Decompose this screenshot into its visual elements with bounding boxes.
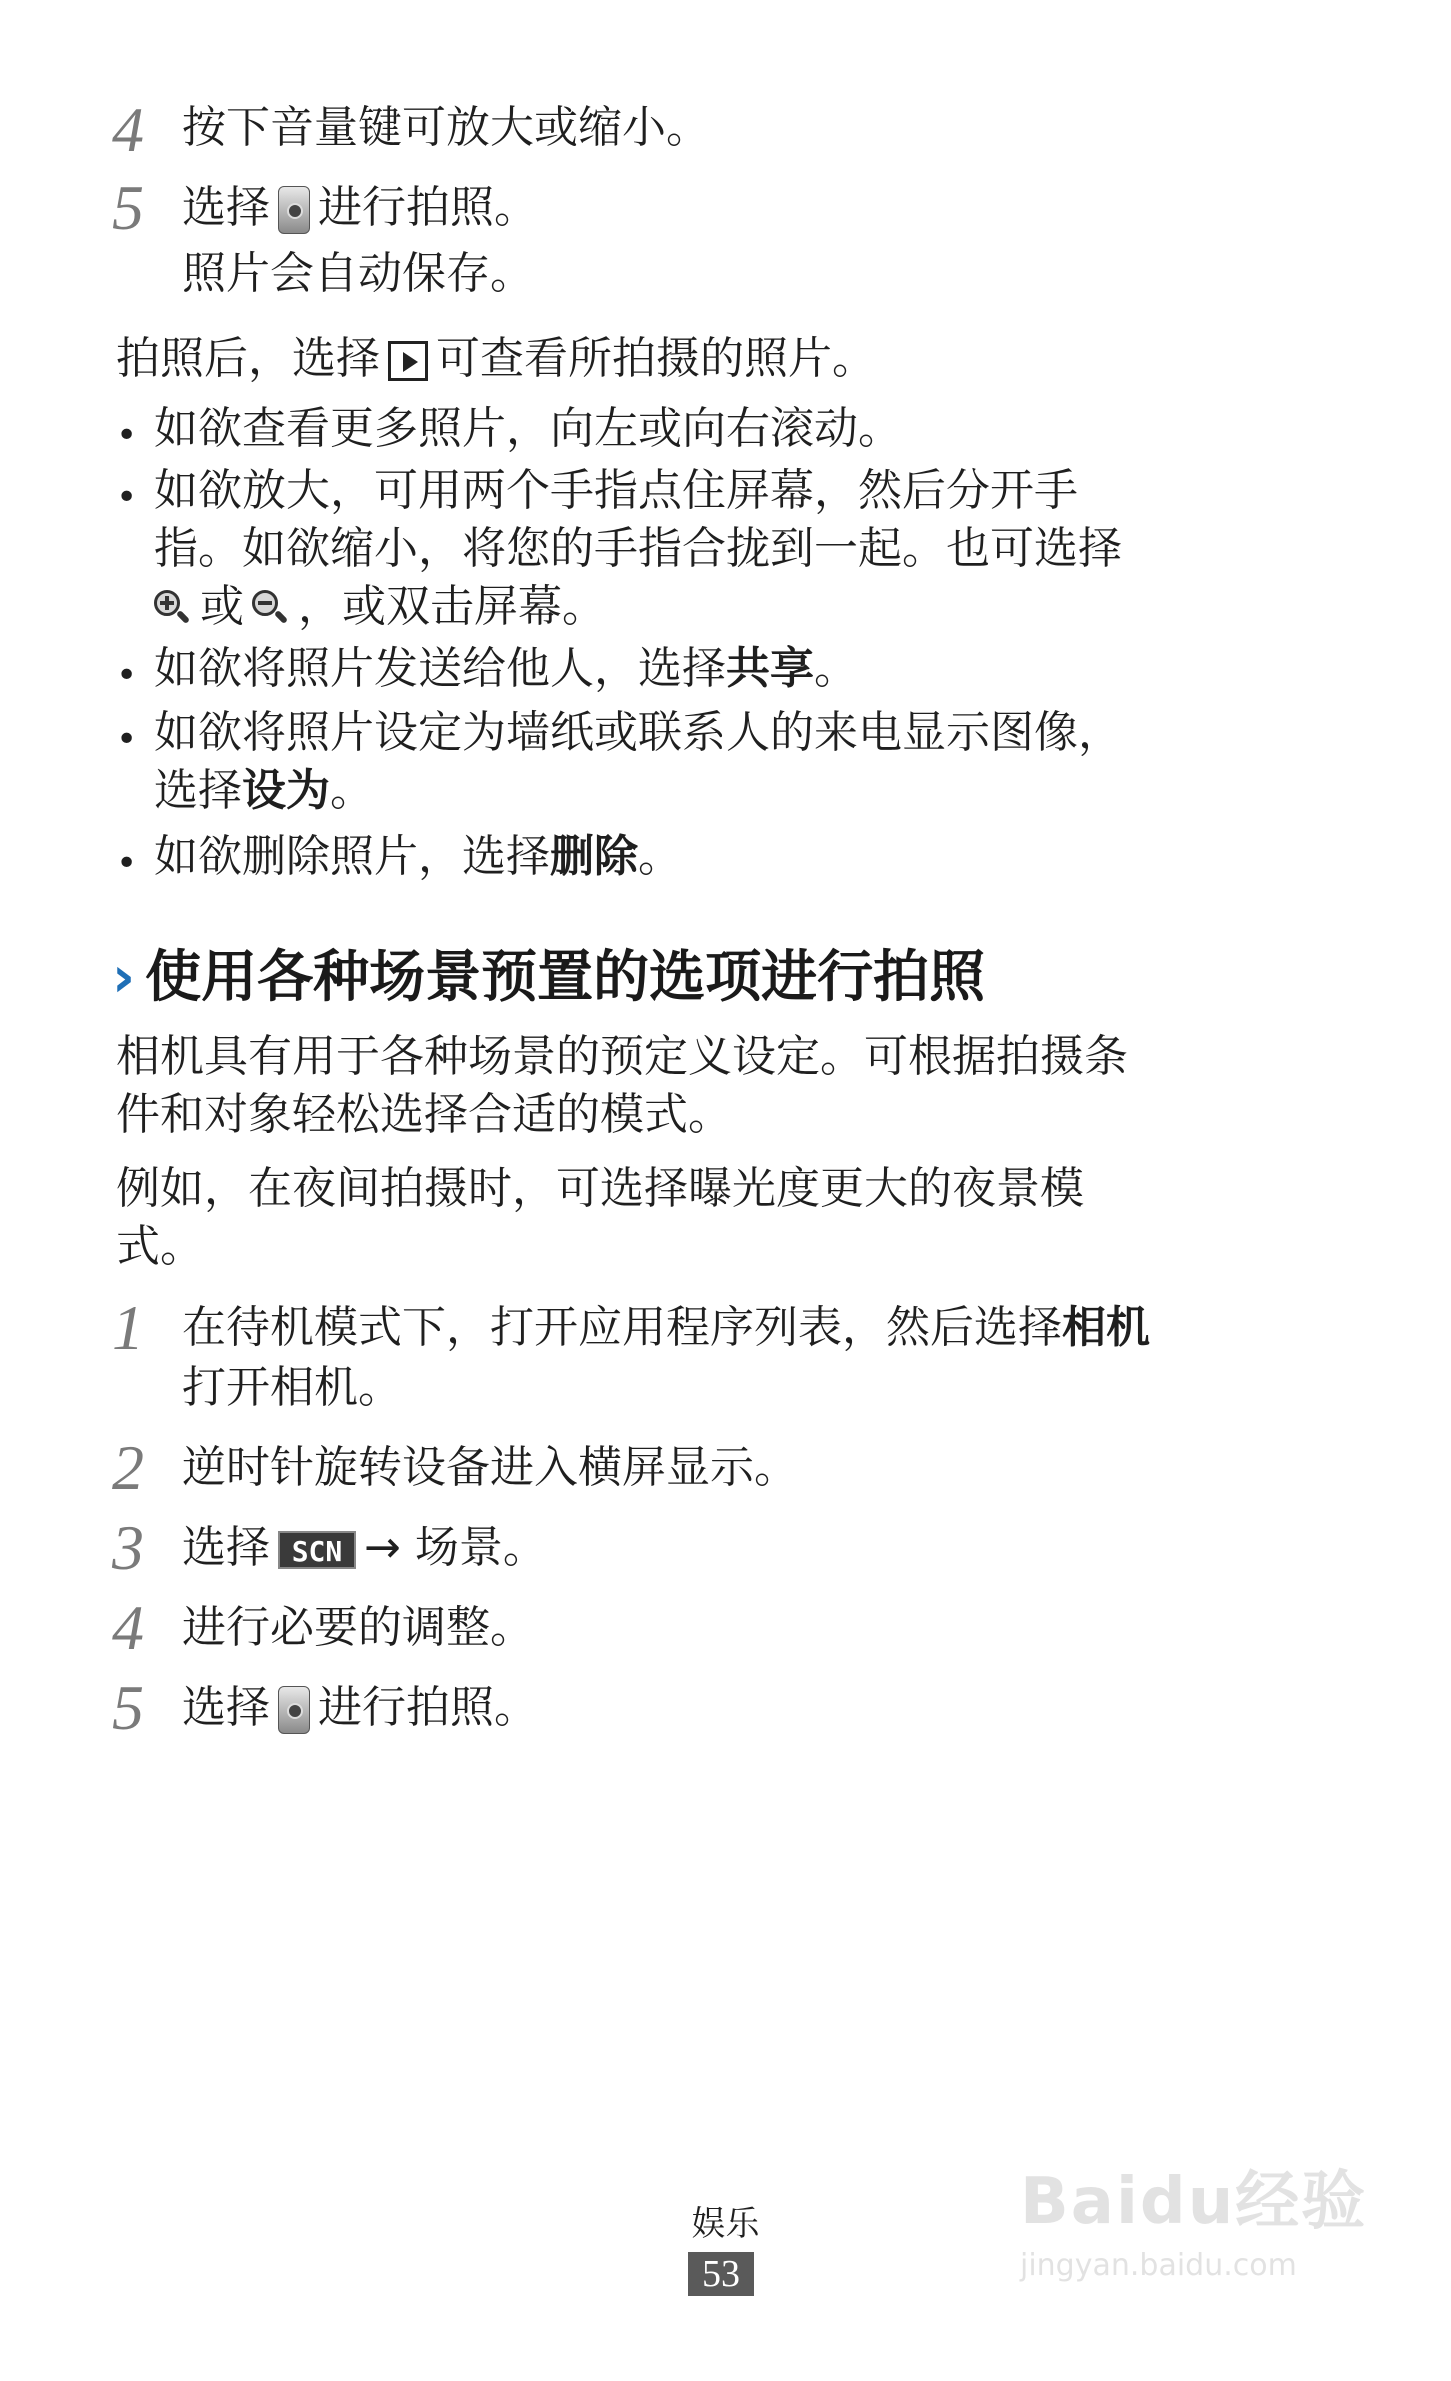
section-paragraph: 件和对象轻松选择合适的模式。: [116, 1089, 732, 1140]
step-number: 4: [112, 1592, 144, 1663]
step-text: [182, 1682, 538, 1735]
bullet-text: [154, 762, 374, 820]
step-number: 5: [112, 172, 144, 243]
share-label: 共享: [726, 643, 814, 694]
step-text-before: 选择: [182, 182, 270, 233]
step-text-before: 选择: [182, 1682, 270, 1733]
step-number: 5: [112, 1672, 144, 1743]
para-text-before: 拍照后，选择: [116, 333, 380, 384]
scene-mode-icon: SCN: [278, 1531, 356, 1569]
bullet-text-after: 。: [638, 831, 682, 882]
step-number: 1: [112, 1292, 144, 1363]
section-paragraph: 例如，在夜间拍摄时，可选择曝光度更大的夜景模: [116, 1163, 1084, 1214]
step-number: 2: [112, 1432, 144, 1503]
step-text-after: → 场景。: [364, 1522, 547, 1573]
bullet-text-after: 。: [814, 643, 858, 694]
bullet-dot: •: [116, 655, 138, 696]
camera-label: 相机: [1062, 1302, 1150, 1353]
page-number: 53: [688, 2252, 754, 2296]
bullet-text: [154, 578, 606, 636]
camera-shutter-icon: [278, 186, 310, 234]
bullet-text-before: 选择: [154, 765, 242, 816]
play-icon: [388, 341, 428, 381]
step-text: 打开相机。: [182, 1362, 402, 1413]
bullet-text-or: 或: [200, 581, 244, 632]
bullet-text: [154, 640, 858, 698]
step-text-after: 进行拍照。: [318, 1682, 538, 1733]
bullet-text: [154, 828, 682, 886]
bullet-text: 如欲查看更多照片，向左或向右滚动。: [154, 403, 902, 454]
para-text-after: 可查看所拍摄的照片。: [436, 333, 876, 384]
step-text: [182, 182, 538, 235]
watermark-logo: Baidu经验: [1020, 2165, 1368, 2239]
section-title: 使用各种场景预置的选项进行拍照: [145, 945, 986, 1010]
bullet-text-before: 如欲删除照片，选择: [154, 831, 550, 882]
section-heading: [112, 944, 985, 1011]
bullet-dot: •: [116, 477, 138, 518]
camera-shutter-icon: [278, 1686, 310, 1734]
step-number: 4: [112, 94, 144, 165]
section-paragraph: 相机具有用于各种场景的预定义设定。可根据拍摄条: [116, 1031, 1128, 1082]
baidu-watermark: [1020, 2150, 1380, 2350]
step-text-after: 进行拍照。: [318, 182, 538, 233]
watermark-url: jingyan.baidu.com: [1020, 2248, 1297, 2283]
step-text: 逆时针旋转设备进入横屏显示。: [182, 1442, 798, 1493]
zoom-in-icon: [154, 590, 192, 628]
bullet-dot: •: [116, 415, 138, 456]
step-text: 按下音量键可放大或缩小。: [182, 102, 710, 153]
step-text: 进行必要的调整。: [182, 1602, 534, 1653]
step-subtext: 照片会自动保存。: [182, 248, 534, 299]
bullet-text: 指。如欲缩小，将您的手指合拢到一起。也可选择: [154, 523, 1122, 574]
bullet-dot: •: [116, 719, 138, 760]
footer-section-label: 娱乐: [691, 2204, 760, 2244]
bullet-text: 如欲将照片设定为墙纸或联系人的来电显示图像，: [154, 707, 1122, 758]
step-text-before: 选择: [182, 1522, 270, 1573]
delete-label: 删除: [550, 831, 638, 882]
step-text-before: 在待机模式下，打开应用程序列表，然后选择: [182, 1302, 1062, 1353]
bullet-text: 如欲放大，可用两个手指点住屏幕，然后分开手: [154, 465, 1078, 516]
step-text: [182, 1302, 1150, 1355]
bullet-text-end: ，或双击屏幕。: [298, 581, 606, 632]
bullet-text-after: 。: [330, 765, 374, 816]
zoom-out-icon: [252, 590, 290, 628]
bullet-text-before: 如欲将照片发送给他人，选择: [154, 643, 726, 694]
step-text: [182, 1522, 547, 1575]
step-number: 3: [112, 1512, 144, 1583]
chevron-right-icon: ›: [112, 945, 136, 1010]
set-as-label: 设为: [242, 765, 330, 816]
bullet-dot: •: [116, 843, 138, 884]
section-paragraph: 式。: [116, 1221, 204, 1272]
after-photo-paragraph: [116, 330, 876, 388]
